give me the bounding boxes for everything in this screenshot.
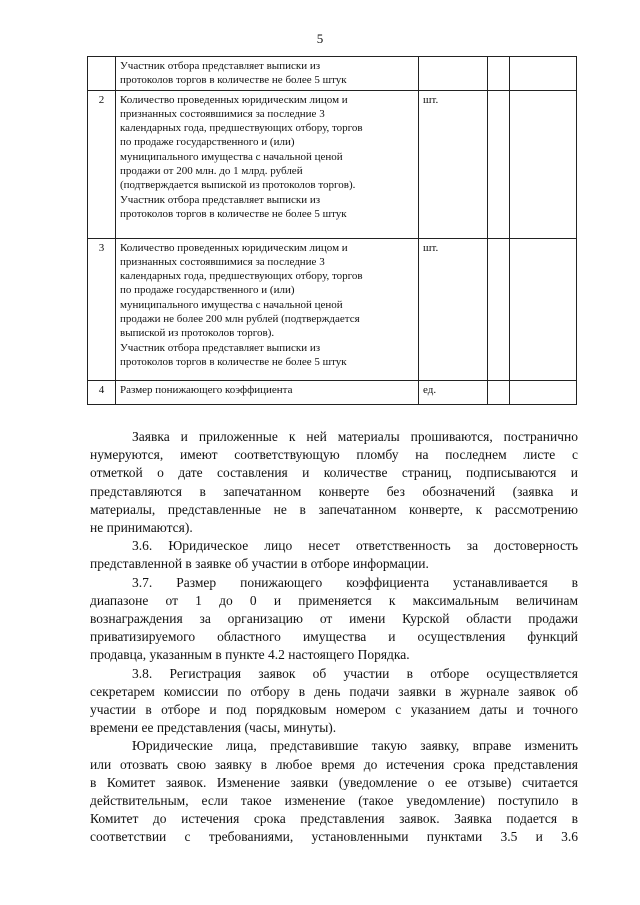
paragraph-line: секретарем комиссии по отбору в день подачи заявки в журнале заявок об bbox=[90, 683, 578, 699]
row-value-cell bbox=[488, 57, 510, 91]
description-line: Количество проведенных юридическим лицом и bbox=[120, 241, 348, 254]
paragraph: Заявка и приложенные к ней материалы прошиваются, постранично bbox=[132, 429, 578, 444]
description-line: Участник отбора представляет выписки из bbox=[120, 60, 321, 72]
paragraph-line: материалы, представленные не в запечатанном конверте, к рассмотрению bbox=[90, 501, 578, 517]
description-line: признанных состоявшимися за последние 3 bbox=[120, 107, 325, 120]
paragraph-line: не принимаются). bbox=[90, 520, 193, 536]
description-line: протоколов торгов в количестве не более 5 штук bbox=[120, 207, 347, 220]
description-line: муниципального имущества с начальной ценой bbox=[120, 298, 343, 311]
table-row bbox=[88, 90, 577, 238]
description-line: Размер понижающего коэффициента bbox=[120, 383, 293, 396]
paragraph-line: представляются в запечатанном конверте без обозначений (заявка и bbox=[90, 483, 578, 499]
paragraph: Юридические лица, представившие такую заявку, вправе изменить bbox=[132, 738, 578, 754]
description-line: протоколов торгов в количестве не более 5 штук bbox=[120, 355, 347, 368]
description-line: продажи от 200 млн. до 1 млрд. рублей bbox=[120, 165, 303, 178]
table-row bbox=[88, 57, 577, 91]
body-text bbox=[90, 428, 578, 847]
paragraph: 3.6. Юридическое лицо несет ответственность за достоверность bbox=[132, 538, 578, 554]
row-number: 3 bbox=[88, 238, 116, 380]
paragraph-line: отметкой о дате составления и количестве страниц, подписываются и bbox=[90, 465, 578, 481]
row-number bbox=[88, 57, 116, 91]
paragraph: 3.7. Размер понижающего коэффициента устанавливается в bbox=[132, 574, 578, 590]
row-number: 4 bbox=[88, 380, 116, 404]
description-line: Количество проведенных юридическим лицом и bbox=[120, 93, 348, 106]
table-row bbox=[88, 238, 577, 380]
row-value-cell bbox=[488, 380, 510, 404]
paragraph-line: участии в отборе и под порядковым номером с указанием даты и точного bbox=[90, 702, 578, 718]
paragraph-line: или отозвать свою заявку в любое время до истечения срока представления bbox=[90, 756, 578, 772]
paragraph-line: Комитет до истечения срока представления заявок. Заявка подается в bbox=[90, 811, 578, 827]
row-value-cell bbox=[488, 90, 510, 238]
description-line: календарных года, предшествующих отбору, торгов bbox=[120, 122, 363, 135]
description-line: выпиской из протоколов торгов). bbox=[120, 327, 275, 340]
row-value-cell bbox=[510, 57, 577, 91]
description-line: продажи не более 200 млн рублей (подтверждается bbox=[120, 313, 360, 326]
paragraph-line: приватизируемого областного имущества и осуществления функций bbox=[90, 629, 578, 645]
row-unit bbox=[419, 57, 488, 91]
criteria-table bbox=[87, 56, 577, 405]
paragraph-line: диапазоне от 1 до 0 и применяется к максимальным величинам bbox=[90, 592, 578, 608]
description-line: (подтверждается выпиской из протоколов торгов). bbox=[120, 179, 356, 192]
description-line: муниципального имущества с начальной ценой bbox=[120, 150, 343, 163]
paragraph-line: вознаграждения за организацию от имени Курской области продажи bbox=[90, 611, 578, 627]
row-description bbox=[116, 90, 419, 238]
row-value-cell bbox=[510, 90, 577, 238]
row-description bbox=[116, 380, 419, 404]
row-value-cell bbox=[510, 238, 577, 380]
paragraph-line: продавца, указанным в пункте 4.2 настоящего Порядка. bbox=[90, 647, 410, 663]
description-line: по продаже государственного и (или) bbox=[120, 284, 295, 297]
description-line: признанных состоявшимися за последние 3 bbox=[120, 255, 325, 268]
row-unit: ед. bbox=[419, 380, 488, 404]
table-row bbox=[88, 380, 577, 404]
row-number: 2 bbox=[88, 90, 116, 238]
description-line: Участник отбора представляет выписки из bbox=[120, 341, 321, 354]
paragraph-line: времени ее представления (часы, минуты). bbox=[90, 720, 337, 736]
page-number: 5 bbox=[316, 31, 324, 46]
paragraph: 3.8. Регистрация заявок об участии в отборе осуществляется bbox=[132, 665, 578, 681]
description-line: протоколов торгов в количестве не более 5 штук bbox=[120, 74, 347, 87]
row-value-cell bbox=[488, 238, 510, 380]
paragraph-line: нумеруются, имеют соответствующую пломбу на последнем листе с bbox=[90, 447, 578, 463]
row-unit: шт. bbox=[419, 238, 488, 380]
row-description bbox=[116, 57, 419, 91]
description-line: календарных года, предшествующих отбору, торгов bbox=[120, 270, 363, 283]
paragraph-line: соответствии с требованиями, установленными пунктами 3.5 и 3.6 bbox=[90, 829, 578, 845]
row-unit: шт. bbox=[419, 90, 488, 238]
paragraph-line: представленной в заявке об участии в отборе информации. bbox=[90, 556, 429, 572]
description-line: Участник отбора представляет выписки из bbox=[120, 193, 321, 206]
row-description bbox=[116, 238, 419, 380]
description-line: по продаже государственного и (или) bbox=[120, 136, 295, 149]
paragraph-line: в Комитет заявок. Изменение заявки (уведомление о ее отзыве) считается bbox=[90, 774, 578, 790]
row-value-cell bbox=[510, 380, 577, 404]
paragraph-line: действительным, если такое изменение (такое уведомление) поступило в bbox=[90, 793, 578, 809]
